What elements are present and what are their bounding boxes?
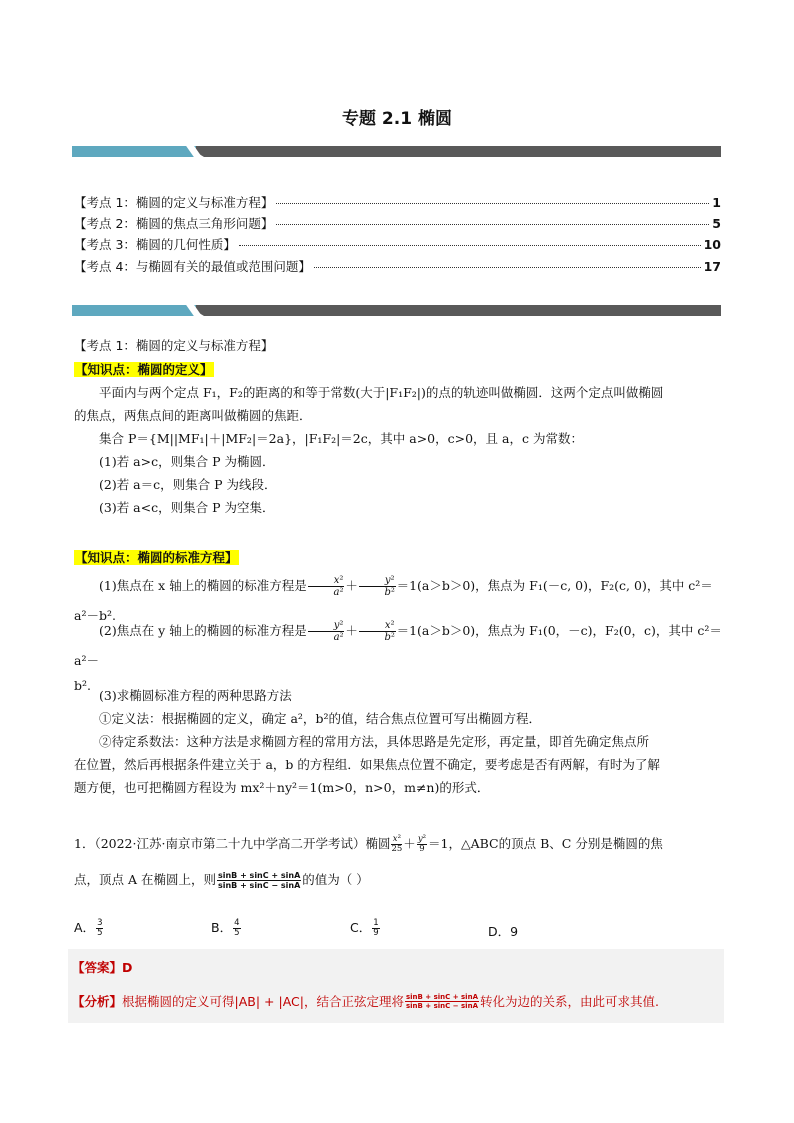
fraction: $\frac{\sin B + \sin C + \sin A}{\sin B + \sin C - \sin A}$ [405, 993, 478, 1010]
choice-c[interactable]: C． $\frac{1}{9}$ [350, 918, 379, 938]
choice-a[interactable]: A． $\frac{3}{5}$ [74, 918, 103, 938]
case-item: (3)若 a<c，则集合 P 为空集． [99, 500, 275, 515]
fraction: $\frac{3}{5}$ [97, 918, 103, 938]
std-eq-text: ＝1(a＞b＞0)，焦点为 F₁(0，－c)，F₂(0，c)，其中 c²＝a²－ [74, 623, 722, 668]
question-text: ＝1，△ABC的顶点 B、C 分别是椭圆的焦 [428, 836, 663, 851]
method-title: (3)求椭圆标准方程的两种思路方法 [99, 688, 292, 703]
choice-d[interactable]: D．9 [488, 924, 519, 939]
fraction: $\frac{\text{y²}}{\text{b²}}$ [359, 575, 396, 598]
std-eq-text: b². [74, 678, 91, 693]
std-eq-text: ＝1(a＞b＞0)，焦点为 F₁(－c, 0)，F₂(c, 0)，其中 c²＝a²－b². [74, 578, 713, 623]
case-item: (1)若 a>c，则集合 P 为椭圆． [99, 454, 275, 469]
method-item: 在位置，然后再根据条件建立关于 a，b 的方程组．如果焦点位置不确定，要考虑是否有两解，有时为了解 [74, 757, 660, 772]
toc-entry[interactable] [74, 235, 721, 253]
fraction: $\frac{\text{x²}}{\text{a²}}$ [308, 575, 345, 598]
fraction: $\frac{1}{9}$ [373, 918, 379, 938]
fraction: $\frac{\text{x²}}{\text{b²}}$ [359, 620, 396, 643]
analysis-label: 【分析】 [72, 994, 123, 1009]
methods-paragraph [74, 684, 724, 799]
toc-page: 17 [703, 259, 721, 274]
toc-label: 【考点 3：椭圆的几何性质】 [74, 237, 236, 252]
question-stem: 1．（2022·江苏·南京市第二十九中学高二开学考试）椭圆 $\frac{\text{x²}}{25}$ ＋ $\frac{\text{y²}}{9}$ ＝1，△ABC的顶点 B、C 分别是椭圆的焦 点，顶点 A 在椭圆上，则 $\frac{\sin B + \sin C + \sin A}{\sin B + \sin C - \sin A}$ 的值为（ ） [74, 834, 663, 890]
page-title: 专题 2.1 椭圆 [342, 109, 452, 129]
answer-label: 【答案】 [72, 960, 123, 975]
toc-label: 【考点 2：椭圆的焦点三角形问题】 [74, 216, 274, 231]
definition-line: 的焦点，两焦点间的距离叫做椭圆的焦距． [74, 408, 312, 423]
answer-value: D [122, 960, 133, 975]
knowledge-label-definition [74, 359, 214, 378]
toc-leader [276, 224, 709, 225]
toc-entry[interactable] [74, 193, 721, 211]
fraction: $\frac{\sin B + \sin C + \sin A}{\sin B + \sin C - \sin A}$ [217, 871, 301, 890]
std-eq-text: (2)焦点在 y 轴上的椭圆的标准方程是 [99, 623, 307, 638]
toc-entry[interactable] [74, 214, 721, 232]
toc-leader [276, 203, 709, 204]
section-title: 【考点 1：椭圆的定义与标准方程】 [74, 338, 274, 353]
case-item: (2)若 a＝c，则集合 P 为线段． [99, 477, 277, 492]
analysis-line [72, 991, 659, 1010]
toc-leader [314, 267, 701, 268]
question-text: 点，顶点 A 在椭圆上，则 [74, 872, 216, 887]
standard-eq-x: (1)焦点在 x 轴上的椭圆的标准方程是 $\frac{\text{x²}}{\text{a²}}$ ＋ $\frac{\text{y²}}{\text{b²}}$ ＝1(a＞b＞0)，焦点为 F₁(－c, 0)，F₂(c, 0)，其中 c²＝a²－b². [74, 575, 713, 623]
question-text: 1．（2022·江苏·南京市第二十九中学高二开学考试）椭圆 [74, 836, 391, 851]
header-band [72, 146, 721, 157]
analysis-text: 根据椭圆的定义可得|AB| + |AC|，结合正弦定理将 [122, 994, 404, 1009]
toc-entry[interactable] [74, 257, 721, 275]
method-item: ②待定系数法：这种方法是求椭圆方程的常用方法，具体思路是先定形，再定量，即首先确定焦点所 [99, 734, 650, 749]
standard-eq-y: (2)焦点在 y 轴上的椭圆的标准方程是 $\frac{\text{y²}}{\text{a²}}$ ＋ $\frac{\text{x²}}{\text{b²}}$ ＝1(a＞b＞0)，焦点为 F₁(0，－c)，F₂(0，c)，其中 c²＝a²－ b². [74, 616, 724, 696]
fraction: $\frac{\text{y²}}{\text{a²}}$ [308, 620, 345, 643]
highlight-label: 【知识点：椭圆的标准方程】 [75, 550, 238, 565]
answer-box [68, 949, 724, 1023]
toc-page: 1 [712, 195, 721, 210]
toc-label: 【考点 4：与椭圆有关的最值或范围问题】 [74, 259, 311, 274]
method-item: ①定义法：根据椭圆的定义，确定 a²，b²的值，结合焦点位置可写出椭圆方程． [99, 711, 541, 726]
fraction: $\frac{\text{y²}}{9}$ [417, 834, 427, 854]
toc-page: 10 [703, 237, 721, 252]
toc-label: 【考点 1：椭圆的定义与标准方程】 [74, 195, 274, 210]
highlight-label: 【知识点：椭圆的定义】 [75, 362, 213, 377]
fraction: $\frac{4}{5}$ [234, 918, 240, 938]
knowledge-label-standard [74, 547, 239, 566]
answer-line [72, 957, 132, 976]
toc-leader [239, 245, 701, 246]
analysis-text: 转化为边的关系，由此可求其值. [480, 994, 659, 1009]
definition-paragraph [74, 381, 724, 519]
section-band [72, 305, 721, 316]
toc-page: 5 [712, 216, 721, 231]
fraction: $\frac{\text{x²}}{25}$ [391, 834, 403, 854]
definition-line: 平面内与两个定点 F₁，F₂的距离的和等于常数(大于|F₁F₂|)的点的轨迹叫做椭圆．这两个定点叫做椭圆 [99, 385, 664, 400]
set-definition: 集合 P＝{M||MF₁|＋|MF₂|＝2a}，|F₁F₂|＝2c，其中 a>0，c>0，且 a，c 为常数： [99, 431, 583, 446]
choice-b[interactable]: B． $\frac{4}{5}$ [211, 918, 240, 938]
method-item: 题方便，也可把椭圆方程设为 mx²＋ny²＝1(m>0，n>0，m≠n)的形式． [74, 780, 490, 795]
std-eq-text: (1)焦点在 x 轴上的椭圆的标准方程是 [99, 578, 307, 593]
question-text: 的值为（ ） [302, 872, 369, 887]
